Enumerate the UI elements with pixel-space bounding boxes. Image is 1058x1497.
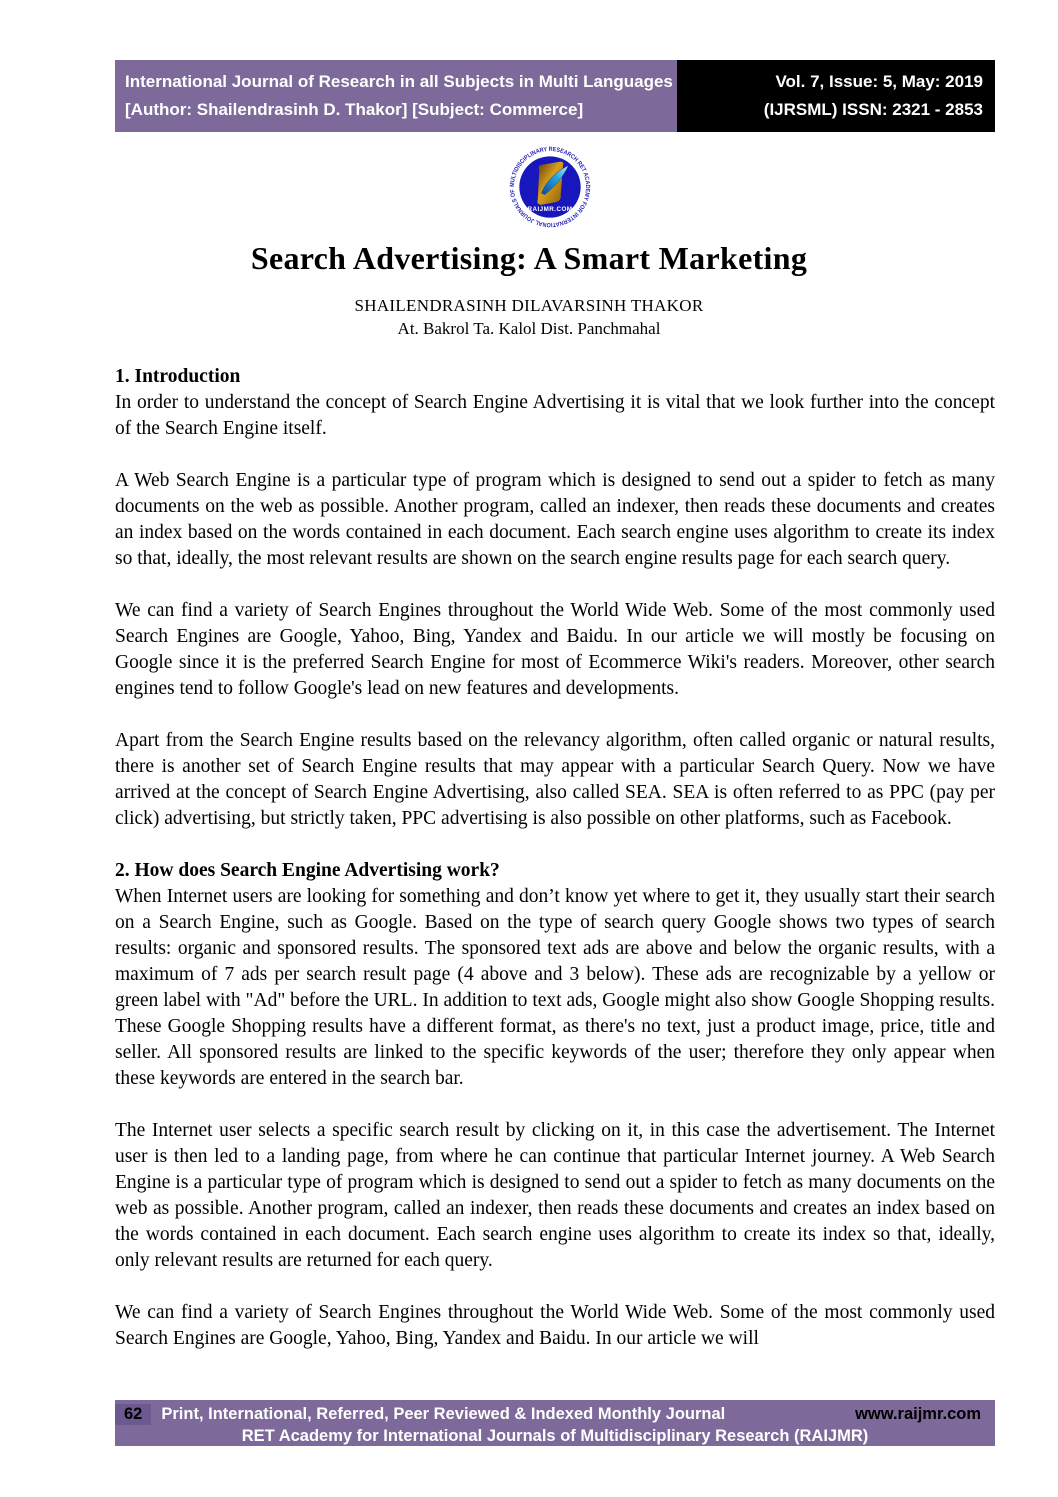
masthead-right xyxy=(677,60,995,132)
logo-ring-text: MULTIDISCIPLINARY RESEARCH RET ACADEMY FOR INTERNATIONAL JOURNALS OF xyxy=(508,145,592,229)
page-number-badge: 62 xyxy=(115,1404,151,1425)
footer-line-1 xyxy=(115,1402,995,1426)
masthead xyxy=(115,60,995,132)
author-subject-line: [Author: Shailendrasinh D. Thakor] [Subject: Commerce] xyxy=(125,100,584,119)
journal-title-line: International Journal of Research in all Subjects in Multi Languages xyxy=(125,72,673,91)
logo-center-text: RAIJMR.COM xyxy=(527,205,573,213)
section-2-heading: 2. How does Search Engine Advertising work? xyxy=(115,860,500,881)
volume-issue-line: Vol. 7, Issue: 5, May: 2019 xyxy=(775,72,983,91)
article-body xyxy=(115,364,995,1378)
masthead-left xyxy=(115,60,677,132)
paragraph: The Internet user selects a specific search result by clicking on it, in this case the advertisement. The Internet user is then led to a landing page, from where he can continue that particular Internet journey. A Web Search Engine is a particular type of program which is designed to send out a spider to fetch as many documents on the web as possible. Another program, called an indexer, then reads these documents and creates an index based on the words contained in each document. Each search engine uses algorithm to create its index so that, ideally, only relevant results are returned for each query. xyxy=(115,1120,995,1271)
paragraph: We can find a variety of Search Engines throughout the World Wide Web. Some of the most commonly used Search Engines are Google, Yahoo, Bing, Yandex and Baidu. In our article we will mostly be focusing on Google since it is the preferred Search Engine for most of Ecommerce Wiki's readers. Moreover, other search engines tend to follow Google's lead on new features and developments. xyxy=(115,600,995,699)
article-author-address: At. Bakrol Ta. Kalol Dist. Panchmahal xyxy=(397,319,661,338)
raijmr-logo-icon xyxy=(504,141,596,233)
paragraph: A Web Search Engine is a particular type of program which is designed to send out a spider to fetch as many documents on the web as possible. Another program, called an indexer, then reads these documents and creates an index based on the words contained in each document. Each search engine uses algorithm to create its index so that, ideally, the most relevant results are shown on the search engine results page for each search query. xyxy=(115,470,995,569)
section-1-heading: 1. Introduction xyxy=(115,366,241,387)
footer-journal-info: Print, International, Referred, Peer Reviewed & Indexed Monthly Journal xyxy=(161,1404,726,1423)
paragraph: In order to understand the concept of Search Engine Advertising it is vital that we look further into the concept of the Search Engine itself. xyxy=(115,392,995,439)
article-title: Search Advertising: A Smart Marketing xyxy=(250,240,808,276)
article-author: SHAILENDRASINH DILAVARSINH THAKOR xyxy=(354,296,704,315)
footer-bar xyxy=(115,1400,995,1446)
paragraph: We can find a variety of Search Engines throughout the World Wide Web. Some of the most commonly used Search Engines are Google, Yahoo, Bing, Yandex and Baidu. In our article we will xyxy=(115,1302,995,1349)
footer-website: www.raijmr.com xyxy=(855,1404,981,1423)
raijmr-logo xyxy=(504,141,596,233)
footer-academy-line: RET Academy for International Journals of Multidisciplinary Research (RAIJMR) xyxy=(241,1427,869,1445)
paragraph: When Internet users are looking for something and don’t know yet where to get it, they usually start their search on a Search Engine, such as Google. Based on the type of search query Google shows two types of search results: organic and sponsored results. The sponsored text ads are above and below the organic results, with a maximum of 7 ads per search result page (4 above and 3 below). These ads are recognizable by a yellow or green label with "Ad" before the URL. In addition to text ads, Google might also show Google Shopping results. These Google Shopping results have a different format, as there's no text, just a product image, price, title and seller. All sponsored results are linked to the specific keywords of the user; therefore they only appear when these keywords are entered in the search bar. xyxy=(115,886,995,1089)
paragraph: Apart from the Search Engine results based on the relevancy algorithm, often called organic or natural results, there is another set of Search Engine results that may appear with a particular Search Query. Now we have arrived at the concept of Search Engine Advertising, also called SEA. SEA is often referred to as PPC (pay per click) advertising, but strictly taken, PPC advertising is also possible on other platforms, such as Facebook. xyxy=(115,730,995,829)
issn-line: (IJRSML) ISSN: 2321 - 2853 xyxy=(763,100,983,119)
